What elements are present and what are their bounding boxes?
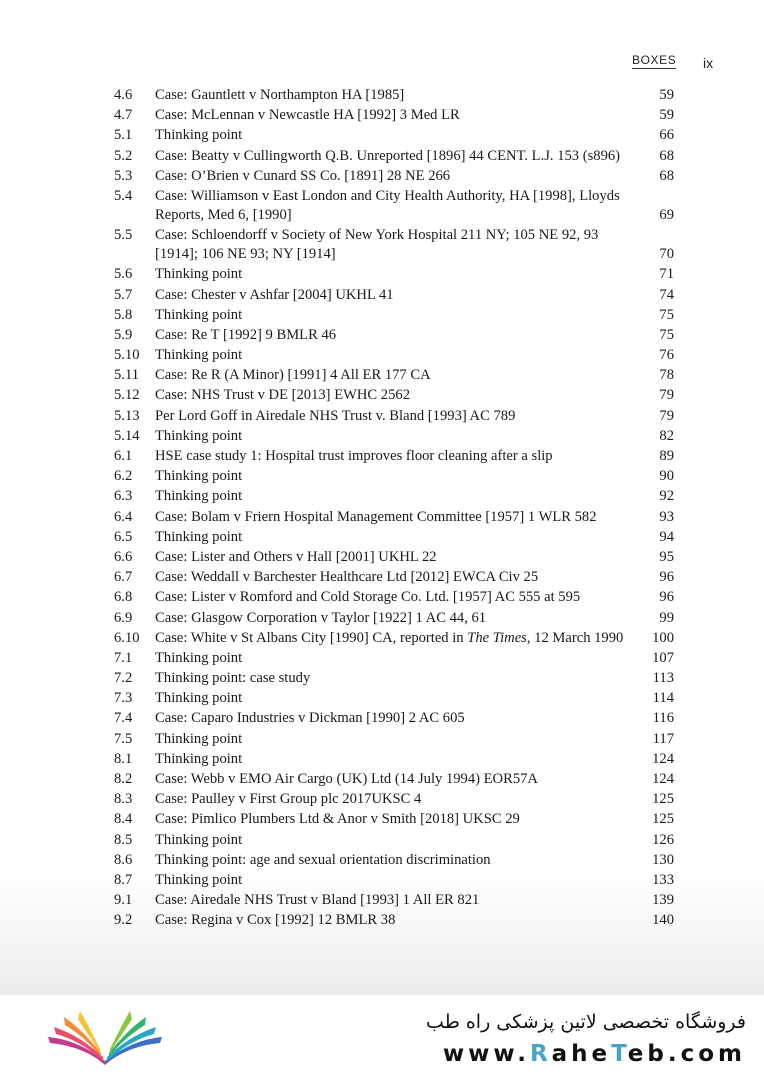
toc-entry — [114, 649, 674, 668]
entry-page: 75 — [659, 326, 674, 343]
entry-title — [155, 226, 638, 264]
entry-number: 7.5 — [114, 730, 133, 747]
entry-page: 133 — [652, 871, 674, 888]
toc-entry — [114, 106, 674, 125]
entry-page: 66 — [659, 127, 674, 144]
entry-number: 5.1 — [114, 127, 133, 144]
entry-title-text: Case: Schloendorff v Society of New York Hospital 211 NY; 105 NE 92, 93 [1914]; 106 NE 93; NY [1914] — [155, 227, 599, 263]
entry-title-text: Case: Glasgow Corporation v Taylor [1922] 1 AC 44, 61 — [155, 609, 487, 626]
entry-number: 5.14 — [114, 427, 140, 444]
entry-page: 79 — [659, 387, 674, 404]
toc-entry — [114, 709, 674, 728]
toc-entry — [114, 386, 674, 405]
entry-title — [155, 548, 638, 567]
entry-title — [155, 106, 638, 125]
toc-entry — [114, 187, 674, 225]
url-suffix: eb.com — [627, 1041, 746, 1067]
open-book-logo-icon — [40, 1009, 170, 1067]
boxes-list — [114, 86, 674, 932]
entry-number: 7.4 — [114, 710, 133, 727]
entry-title-text: Case: Williamson v East London and City Health Authority, HA [1998], Lloyds Reports, Med 6, [1990] — [155, 187, 620, 223]
entry-title-text: Case: Re T [1992] 9 BMLR 46 — [155, 326, 337, 343]
entry-page: 78 — [659, 367, 674, 384]
toc-entry — [114, 427, 674, 446]
entry-page: 107 — [652, 649, 674, 666]
entry-title-text: Thinking point — [155, 266, 243, 283]
toc-entry — [114, 407, 674, 426]
toc-entry — [114, 447, 674, 466]
entry-page: 100 — [652, 629, 674, 646]
entry-title-text: Case: Chester v Ashfar [2004] UKHL 41 — [155, 286, 394, 303]
entry-title — [155, 306, 638, 325]
toc-entry — [114, 911, 674, 930]
toc-entry — [114, 326, 674, 345]
entry-title-text: Thinking point — [155, 750, 243, 767]
entry-page: 117 — [652, 730, 674, 747]
toc-entry — [114, 86, 674, 105]
toc-entry — [114, 851, 674, 870]
entry-title — [155, 427, 638, 446]
toc-entry — [114, 730, 674, 749]
entry-page: 89 — [659, 448, 674, 464]
entry-page: 59 — [659, 87, 674, 103]
toc-entry — [114, 629, 674, 648]
page-number: ix — [703, 55, 714, 71]
entry-title — [155, 187, 638, 225]
entry-page: 79 — [659, 407, 674, 424]
entry-title-text: Case: NHS Trust v DE [2013] EWHC 2562 — [155, 387, 410, 404]
entry-page: 96 — [659, 569, 674, 586]
entry-title-text: Case: O’Brien v Cunard SS Co. [1891] 28 NE 266 — [155, 167, 451, 184]
entry-title-text: Case: Re R (A Minor) [1991] 4 All ER 177 CA — [155, 367, 431, 384]
entry-title-text: Case: Webb v EMO Air Cargo (UK) Ltd (14 July 1994) EOR57A — [155, 771, 538, 787]
entry-number: 5.2 — [114, 147, 133, 164]
toc-entry — [114, 568, 674, 587]
entry-title-text: Case: Lister and Others v Hall [2001] UKHL 22 — [155, 548, 437, 565]
entry-page: 114 — [652, 690, 674, 707]
store-name: فروشگاه تخصصی لاتین پزشکی راه طب — [426, 1011, 746, 1033]
entry-title-text: Thinking point — [155, 427, 243, 444]
entry-title-text: Thinking point — [155, 730, 243, 747]
entry-title-text: Case: Pimlico Plumbers Ltd & Anor v Smith [2018] UKSC 29 — [155, 811, 520, 828]
entry-number: 6.1 — [114, 448, 133, 464]
entry-title — [155, 447, 638, 466]
entry-number: 7.1 — [114, 649, 133, 666]
toc-entry — [114, 548, 674, 567]
entry-title-italic: The Times — [467, 629, 527, 646]
entry-number: 6.9 — [114, 609, 133, 626]
toc-entry — [114, 286, 674, 305]
entry-number: 6.6 — [114, 548, 133, 565]
entry-title — [155, 851, 638, 870]
entry-number: 8.1 — [114, 750, 133, 767]
entry-title-text: Case: Paulley v First Group plc 2017UKSC 4 — [155, 791, 422, 808]
toc-entry — [114, 226, 674, 264]
entry-page: 140 — [652, 912, 674, 929]
entry-number: 4.7 — [114, 107, 133, 124]
toc-entry — [114, 689, 674, 708]
entry-number: 5.9 — [114, 326, 133, 343]
entry-title — [155, 265, 638, 284]
entry-page: 94 — [659, 528, 674, 545]
entry-title — [155, 346, 638, 365]
entry-title — [155, 588, 638, 607]
entry-title — [155, 669, 638, 688]
entry-number: 9.1 — [114, 892, 133, 909]
entry-number: 8.3 — [114, 791, 133, 808]
entry-title-text: Thinking point — [155, 347, 243, 364]
toc-entry — [114, 790, 674, 809]
entry-title-text: HSE case study 1: Hospital trust improves floor cleaning after a slip — [155, 448, 553, 464]
toc-entry — [114, 366, 674, 385]
entry-number: 6.10 — [114, 629, 140, 646]
entry-page: 125 — [652, 811, 674, 828]
entry-page: 69 — [659, 206, 674, 223]
entry-number: 5.13 — [114, 407, 140, 424]
url-brand-t: T — [611, 1041, 628, 1067]
entry-number: 6.4 — [114, 508, 133, 525]
entry-page: 76 — [659, 347, 674, 364]
entry-title — [155, 891, 638, 910]
watermark-footer — [0, 995, 764, 1080]
entry-title-text: Thinking point — [155, 306, 243, 323]
entry-title-text: Thinking point — [155, 649, 243, 666]
entry-number: 9.2 — [114, 912, 133, 929]
store-url[interactable] — [443, 1041, 746, 1067]
entry-number: 5.11 — [114, 367, 139, 384]
entry-number: 6.2 — [114, 468, 133, 485]
entry-page: 90 — [659, 468, 674, 485]
entry-title-text: Case: Airedale NHS Trust v Bland [1993] 1 All ER 821 — [155, 892, 480, 909]
entry-title — [155, 386, 638, 405]
entry-number: 8.4 — [114, 811, 133, 828]
toc-entry — [114, 126, 674, 145]
toc-entry — [114, 871, 674, 890]
entry-title — [155, 911, 638, 930]
entry-number: 8.7 — [114, 871, 133, 888]
entry-title — [155, 649, 638, 668]
entry-title-text: Thinking point — [155, 488, 243, 505]
entry-number: 5.4 — [114, 187, 133, 204]
toc-entry — [114, 669, 674, 688]
entry-title-text: Thinking point — [155, 831, 243, 848]
entry-title-text: Thinking point — [155, 127, 243, 144]
entry-number: 5.3 — [114, 167, 133, 184]
entry-title — [155, 730, 638, 749]
entry-title-text: Thinking point — [155, 468, 243, 485]
entry-title — [155, 609, 638, 628]
toc-entry — [114, 487, 674, 506]
entry-title — [155, 366, 638, 385]
entry-title — [155, 871, 638, 890]
toc-entry — [114, 508, 674, 527]
entry-title — [155, 126, 638, 145]
entry-number: 6.8 — [114, 589, 133, 606]
entry-title — [155, 286, 638, 305]
url-brand-r: R — [529, 1041, 552, 1067]
entry-page: 95 — [659, 548, 674, 565]
toc-entry — [114, 467, 674, 486]
entry-page: 75 — [659, 306, 674, 323]
running-header — [0, 52, 764, 76]
entry-number: 5.6 — [114, 266, 133, 283]
toc-entry — [114, 147, 674, 166]
entry-title — [155, 750, 638, 769]
entry-page: 139 — [652, 892, 674, 909]
entry-number: 5.8 — [114, 306, 133, 323]
entry-title-text: Case: Weddall v Barchester Healthcare Ltd [2012] EWCA Civ 25 — [155, 569, 539, 586]
toc-entry — [114, 306, 674, 325]
entry-page: 99 — [659, 609, 674, 626]
entry-number: 7.3 — [114, 690, 133, 707]
url-prefix: www. — [442, 1041, 530, 1067]
entry-page: 125 — [652, 791, 674, 808]
toc-entry — [114, 346, 674, 365]
entry-number: 8.2 — [114, 771, 133, 787]
entry-number: 5.7 — [114, 286, 133, 303]
entry-page: 116 — [652, 710, 674, 727]
entry-page: 70 — [659, 246, 674, 263]
entry-number: 5.5 — [114, 227, 133, 244]
entry-title-text: Thinking point — [155, 871, 243, 888]
entry-title-text: Case: McLennan v Newcastle HA [1992] 3 Med LR — [155, 107, 460, 124]
toc-entry — [114, 891, 674, 910]
entry-title — [155, 487, 638, 506]
entry-page: 59 — [659, 107, 674, 124]
entry-title-text: Case: Caparo Industries v Dickman [1990] 2 AC 605 — [155, 710, 465, 727]
toc-entry — [114, 265, 674, 284]
entry-title — [155, 508, 638, 527]
entry-title — [155, 689, 638, 708]
entry-title-text: Case: Bolam v Friern Hospital Management Committee [1957] 1 WLR 582 — [155, 508, 597, 525]
entry-title — [155, 528, 638, 547]
entry-page: 68 — [659, 147, 674, 164]
entry-number: 6.5 — [114, 528, 133, 545]
toc-entry — [114, 831, 674, 850]
entry-number: 6.3 — [114, 488, 133, 505]
entry-title — [155, 831, 638, 850]
toc-entry — [114, 167, 674, 186]
entry-number: 6.7 — [114, 569, 133, 586]
entry-title — [155, 810, 638, 829]
entry-page: 71 — [659, 266, 674, 283]
toc-entry — [114, 609, 674, 628]
toc-entry — [114, 770, 674, 789]
entry-title — [155, 326, 638, 345]
entry-title-text: Case: Gauntlett v Northampton HA [1985] — [155, 87, 405, 103]
entry-page: 124 — [652, 771, 674, 787]
section-title: BOXES — [632, 53, 677, 67]
entry-page: 93 — [659, 508, 674, 525]
entry-title — [155, 407, 638, 426]
entry-number: 8.5 — [114, 831, 133, 848]
entry-number: 4.6 — [114, 87, 133, 103]
entry-title-text: Thinking point: case study — [155, 670, 311, 687]
entry-title-text: Thinking point: age and sexual orientation discrimination — [155, 851, 491, 868]
entry-page: 96 — [659, 589, 674, 606]
entry-page: 92 — [659, 488, 674, 505]
entry-title — [155, 629, 638, 648]
entry-page: 82 — [659, 427, 674, 444]
entry-number: 8.6 — [114, 851, 133, 868]
toc-entry — [114, 810, 674, 829]
entry-page: 124 — [652, 750, 674, 767]
entry-page: 126 — [652, 831, 674, 848]
entry-title — [155, 86, 638, 105]
entry-title-text: Case: White v St Albans City [1990] CA, reported in — [155, 629, 468, 646]
entry-page: 113 — [652, 670, 674, 687]
entry-page: 68 — [659, 167, 674, 184]
toc-entry — [114, 750, 674, 769]
entry-title-text: Case: Lister v Romford and Cold Storage Co. Ltd. [1957] AC 555 at 595 — [155, 589, 581, 606]
entry-number: 7.2 — [114, 670, 133, 687]
entry-number: 5.12 — [114, 387, 140, 404]
entry-title — [155, 709, 638, 728]
entry-title-text: Thinking point — [155, 528, 243, 545]
entry-title — [155, 770, 638, 789]
url-mid: ahe — [551, 1041, 612, 1067]
entry-title-text: Thinking point — [155, 690, 243, 707]
entry-title — [155, 790, 638, 809]
entry-page: 74 — [659, 286, 674, 303]
toc-entry — [114, 528, 674, 547]
entry-number: 5.10 — [114, 347, 140, 364]
entry-title — [155, 147, 638, 166]
entry-title — [155, 167, 638, 186]
entry-title-after: , 12 March 1990 — [526, 629, 624, 646]
toc-entry — [114, 588, 674, 607]
entry-title-text: Case: Regina v Cox [1992] 12 BMLR 38 — [155, 912, 396, 929]
entry-title — [155, 568, 638, 587]
entry-title-text: Case: Beatty v Cullingworth Q.B. Unreported [1896] 44 CENT. L.J. 153 (s896) — [155, 147, 621, 164]
entry-title-text: Per Lord Goff in Airedale NHS Trust v. Bland [1993] AC 789 — [155, 407, 516, 424]
entry-page: 130 — [652, 851, 674, 868]
entry-title — [155, 467, 638, 486]
